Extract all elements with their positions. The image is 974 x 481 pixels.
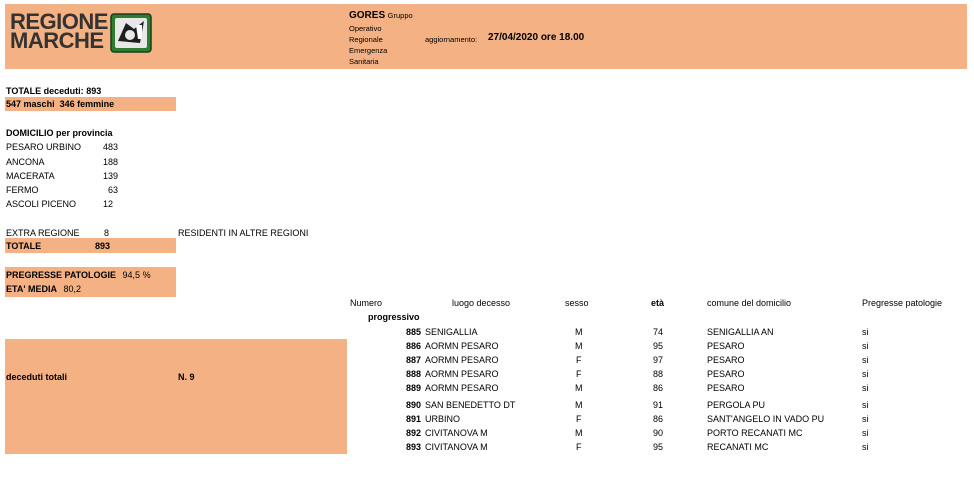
col-header-pathologies: Pregresse patologie <box>862 298 943 308</box>
update-value: 27/04/2020 ore 18.00 <box>488 32 585 43</box>
total-deceased-value: 893 <box>86 86 102 96</box>
row-age: 91 <box>653 400 664 410</box>
domicile-value-4: 12 <box>102 199 113 209</box>
domicile-value-0: 483 <box>102 142 118 152</box>
logo-line-1: REGIONE <box>10 9 108 34</box>
row-age: 90 <box>653 428 664 438</box>
females-label: femmine <box>77 99 115 109</box>
domicile-name-3: FERMO <box>6 185 39 195</box>
domicile-name-1: ANCONA <box>6 157 45 167</box>
row-number: 892 <box>405 428 421 438</box>
females-value: 346 <box>59 99 75 109</box>
row-domicile: PESARO <box>707 383 745 393</box>
extra-region-label: EXTRA REGIONE <box>6 228 80 238</box>
gores-title <box>349 10 413 21</box>
summary-value: N. 9 <box>178 372 195 382</box>
age-row <box>6 284 81 295</box>
row-number: 889 <box>405 383 421 393</box>
gores-line-2: Regionale <box>349 35 383 44</box>
total-deceased-label: TOTALE deceduti: <box>6 86 84 96</box>
row-place: SAN BENEDETTO DT <box>425 400 516 410</box>
row-sex: F <box>576 414 582 424</box>
gores-bold: GORES <box>349 10 386 21</box>
row-number: 885 <box>405 327 421 337</box>
logo-line-2: MARCHE <box>10 28 104 53</box>
summary-label: deceduti totali <box>6 372 68 382</box>
extra-region-value: 8 <box>104 228 110 238</box>
row-domicile: RECANATI MC <box>707 442 769 452</box>
row-place: AORMN PESARO <box>425 383 499 393</box>
age-label: ETA' MEDIA <box>6 284 57 294</box>
col-header-domicile: comune del domicilio <box>707 298 792 308</box>
domicile-total-label: TOTALE <box>6 241 42 251</box>
row-pathologies: si <box>862 383 869 393</box>
domicile-name-0: PESARO URBINO <box>6 142 82 152</box>
row-domicile: PESARO <box>707 355 745 365</box>
regione-emblem-icon <box>110 13 152 53</box>
gores-line-3: Emergenza <box>349 46 388 55</box>
row-sex: M <box>575 428 583 438</box>
row-sex: M <box>575 400 583 410</box>
extra-region-note: RESIDENTI IN ALTRE REGIONI <box>178 228 309 238</box>
regione-marche-logo <box>10 9 150 56</box>
males-label: maschi <box>23 99 55 109</box>
row-pathologies: si <box>862 369 869 379</box>
row-sex: F <box>576 355 582 365</box>
row-number: 887 <box>405 355 421 365</box>
row-place: AORMN PESARO <box>425 355 499 365</box>
col-header-number: Numero <box>350 298 383 308</box>
domicile-name-4: ASCOLI PICENO <box>6 199 77 209</box>
total-deceased <box>6 86 101 97</box>
row-place: SENIGALLIA <box>425 327 478 337</box>
row-age: 86 <box>653 414 664 424</box>
pathologies-label: PREGRESSE PATOLOGIE <box>6 270 117 280</box>
row-place: CIVITANOVA M <box>425 442 488 452</box>
update-label: aggiornamento: <box>425 35 478 44</box>
row-number: 886 <box>405 341 421 351</box>
age-value: 80,2 <box>63 284 82 294</box>
domicile-value-1: 188 <box>102 157 118 167</box>
row-number: 891 <box>405 414 421 424</box>
domicile-value-3: 63 <box>107 185 118 195</box>
row-age: 74 <box>653 327 664 337</box>
row-pathologies: si <box>862 355 869 365</box>
col-header-place: luogo decesso <box>452 298 511 308</box>
row-pathologies: si <box>862 327 869 337</box>
row-number: 888 <box>405 369 421 379</box>
row-sex: M <box>575 383 583 393</box>
domicile-title: DOMICILIO per provincia <box>6 128 113 138</box>
col-header-number-line2: progressivo <box>368 312 420 322</box>
row-sex: F <box>576 369 582 379</box>
row-place: CIVITANOVA M <box>425 428 488 438</box>
pathologies-value: 94,5 % <box>122 270 151 280</box>
row-domicile: PORTO RECANATI MC <box>707 428 803 438</box>
row-age: 95 <box>653 341 664 351</box>
domicile-total-value: 893 <box>95 241 111 251</box>
domicile-name-2: MACERATA <box>6 171 55 181</box>
pathologies-row <box>6 270 151 281</box>
row-domicile: PESARO <box>707 369 745 379</box>
row-place: AORMN PESARO <box>425 341 499 351</box>
row-domicile: PESARO <box>707 341 745 351</box>
row-domicile: SENIGALLIA AN <box>707 327 774 337</box>
row-age: 97 <box>653 355 664 365</box>
summary-band <box>5 339 347 454</box>
gores-rest: Gruppo <box>387 11 413 20</box>
gores-line-1: Operativo <box>349 24 382 33</box>
row-pathologies: si <box>862 428 869 438</box>
row-domicile: PERGOLA PU <box>707 400 766 410</box>
row-number: 893 <box>405 442 421 452</box>
row-age: 86 <box>653 383 664 393</box>
domicile-value-2: 139 <box>102 171 118 181</box>
row-age: 95 <box>653 442 664 452</box>
row-age: 88 <box>653 369 664 379</box>
males-value: 547 <box>6 99 22 109</box>
gores-line-4: Sanitaria <box>349 57 379 66</box>
row-sex: F <box>576 442 582 452</box>
row-sex: M <box>575 327 583 337</box>
col-header-sex: sesso <box>565 298 589 308</box>
row-pathologies: si <box>862 442 869 452</box>
row-pathologies: si <box>862 341 869 351</box>
col-header-age: età <box>651 298 665 308</box>
row-place: AORMN PESARO <box>425 369 499 379</box>
row-pathologies: si <box>862 400 869 410</box>
row-pathologies: si <box>862 414 869 424</box>
row-sex: M <box>575 341 583 351</box>
gender-breakdown <box>6 99 114 110</box>
row-place: URBINO <box>425 414 461 424</box>
row-domicile: SANT'ANGELO IN VADO PU <box>707 414 825 424</box>
row-number: 890 <box>405 400 421 410</box>
